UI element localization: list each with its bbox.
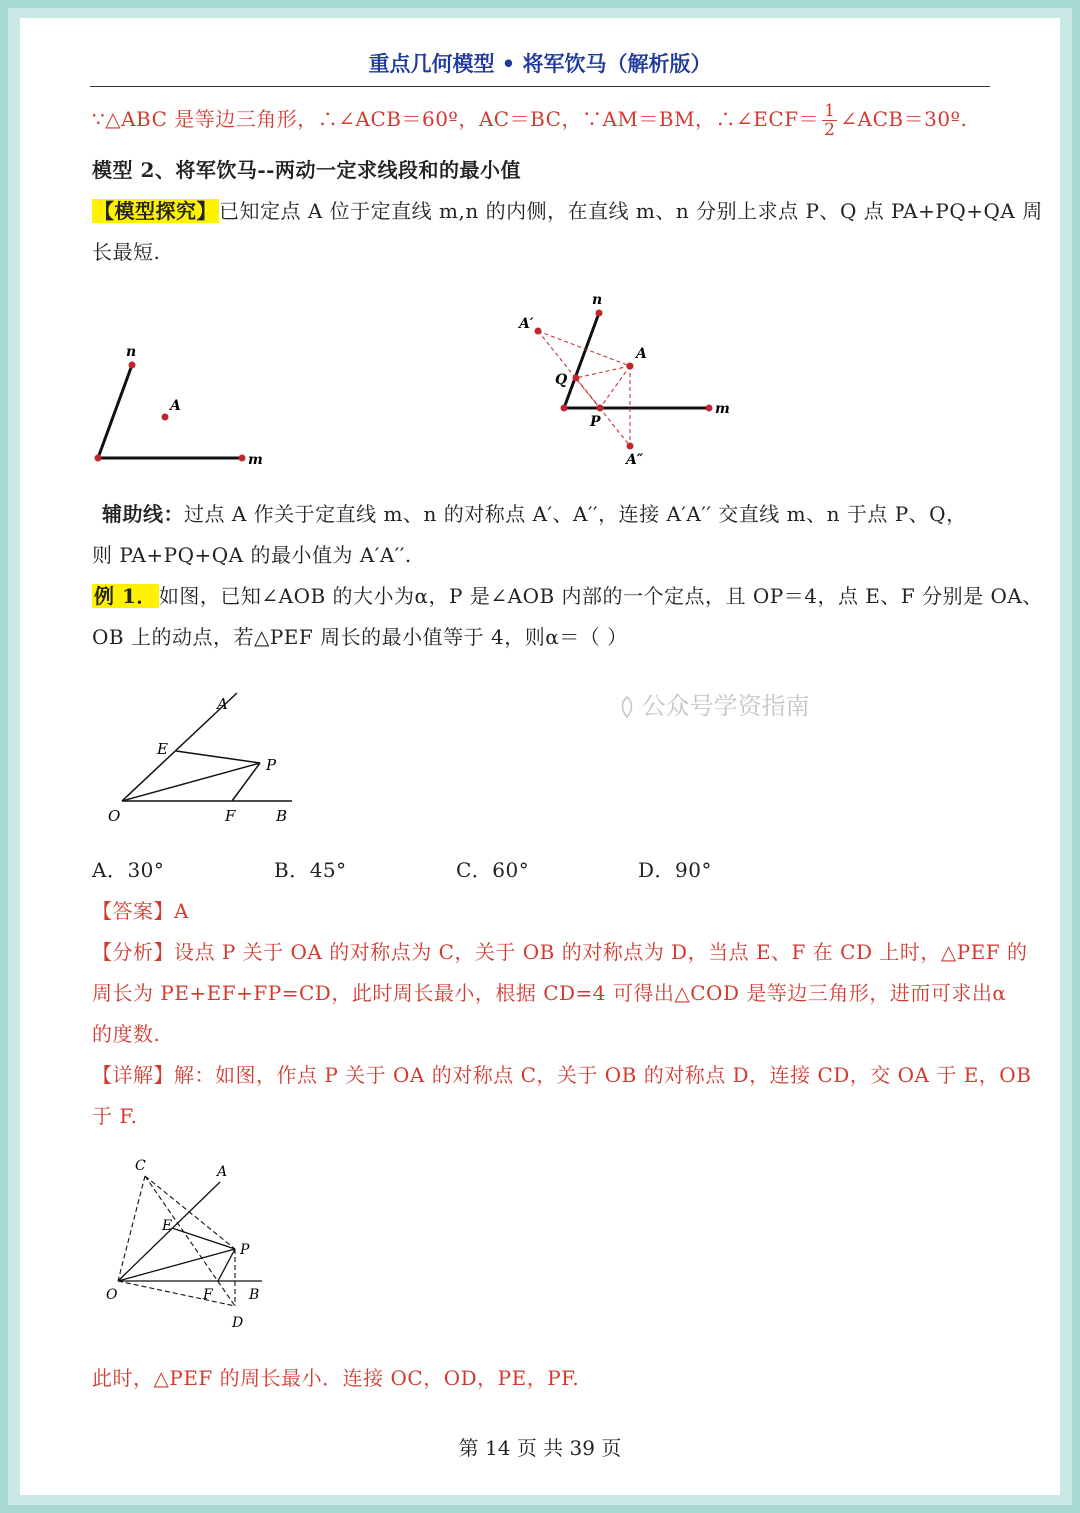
header-divider [90,86,990,87]
option-a: A．30° [92,858,165,882]
option-c: C．60° [456,858,530,882]
aux-line-2: 则 PA+PQ+QA 的最小值为 A′A′′. [92,543,412,567]
label-Q: Q [555,372,568,388]
detail-line-1: 【详解】解：如图，作点 P 关于 OA 的对称点 C，关于 OB 的对称点 D，连接 CD，交 OA 于 E，OB [92,1063,1032,1087]
aux-line-1 [102,498,967,527]
point-A [162,414,169,421]
analysis-line-3: 的度数. [92,1022,161,1046]
label-B: B [276,807,288,825]
example-line-1 [92,580,1043,609]
label-P: P [590,414,601,430]
leaf-icon [620,696,634,718]
explore-line-1 [92,195,1043,224]
proof-line [92,102,967,139]
option-d: D．90° [638,858,712,882]
watermark [620,686,810,721]
label-m: m [248,452,263,468]
example-text: 如图，已知∠AOB 的大小为α，P 是∠AOB 内部的一个定点，且 OP＝4，点 E、F 分别是 OA、 [158,584,1043,608]
label-C: C [135,1158,146,1174]
page-number: 第 14 页 共 39 页 [458,1436,622,1460]
aux-label: 辅助线： [102,502,184,526]
proof-line-text: ∵△ABC 是等边三角形，∴∠ACB＝60º，AC＝BC，∵AM＝BM，∴∠ECF＝ [92,107,820,131]
label-n: n [592,292,603,308]
figure-solution-construction [100,1146,300,1331]
watermark-text: 公众号学资指南 [641,692,810,720]
label-O: O [106,1287,118,1303]
line-n [98,365,132,458]
analysis-line-2: 周长为 PE+EF+FP=CD，此时周长最小，根据 CD=4 可得出△COD 是等边三角形，进而可求出α [92,981,1007,1005]
point-m [239,455,246,462]
label-P: P [240,1242,250,1258]
segment-EP [172,1228,235,1249]
vertex-point [561,405,568,412]
label-A-prime: A′ [519,316,534,332]
point-A-double-prime [627,443,634,450]
dashed-construction-lines [118,1176,235,1306]
section-title: 模型 2、将军饮马--两动一定求线段和的最小值 [92,158,521,182]
explore-line-2: 长最短. [92,240,161,264]
label-E: E [157,740,168,758]
document-title: 重点几何模型 • 将军饮马（解析版） [368,51,712,76]
fraction-half [822,102,837,139]
label-A: A [217,1164,228,1180]
line-n [564,313,599,408]
point-A-prime [535,328,542,335]
label-n: n [126,344,137,360]
label-O: O [108,807,121,825]
document-page [20,18,1060,1495]
proof-line-tail: ∠ACB＝30º. [840,107,968,131]
label-A: A [636,346,647,362]
label-A: A [217,695,228,713]
label-F: F [203,1287,213,1303]
label-m: m [715,401,730,417]
answer-line: 【答案】A [92,899,189,923]
example-line-2: OB 上的动点，若△PEF 周长的最小值等于 4，则α＝（ ） [92,625,628,649]
label-D: D [232,1315,244,1331]
label-P: P [266,756,277,774]
fraction-numerator: 1 [824,101,836,121]
figure-angle-with-point [80,338,300,473]
analysis-line-1: 【分析】设点 P 关于 OA 的对称点为 C，关于 OB 的对称点为 D，当点 E、F 在 CD 上时，△PEF 的 [92,940,1028,964]
label-A-double-prime: A″ [626,452,644,468]
fraction-denominator: 2 [824,120,836,140]
label-B: B [249,1287,260,1303]
point-A [627,363,634,370]
segment-FP [232,763,260,801]
dashed-construction-lines [538,331,630,446]
example-tag: 例 1． [94,584,157,608]
segment-EP [176,751,260,763]
detail-line-2: 于 F. [92,1104,138,1128]
aux-text: 过点 A 作关于定直线 m、n 的对称点 A′、A′′，连接 A′A′′ 交直线 m、n 于点 P、Q， [184,502,967,526]
explore-text: 已知定点 A 位于定直线 m,n 的内侧，在直线 m、n 分别上求点 P、Q 点 PA+PQ+QA 周 [219,199,1043,223]
explore-tag: 【模型探究】 [94,199,217,223]
label-F: F [225,807,236,825]
point-P [597,405,604,412]
vertex-point [95,455,102,462]
segment-OP [118,1249,235,1281]
point-n [596,310,603,317]
label-A: A [170,398,181,414]
point-Q [573,375,580,382]
point-n [129,362,136,369]
figure-reflection-construction [510,288,750,468]
label-E: E [162,1218,173,1234]
point-m [706,405,713,412]
segment-FP [218,1249,235,1281]
final-line: 此时，△PEF 的周长最小．连接 OC，OD，PE，PF. [92,1366,580,1390]
figure-example-angle [100,673,320,833]
option-b: B．45° [274,858,347,882]
